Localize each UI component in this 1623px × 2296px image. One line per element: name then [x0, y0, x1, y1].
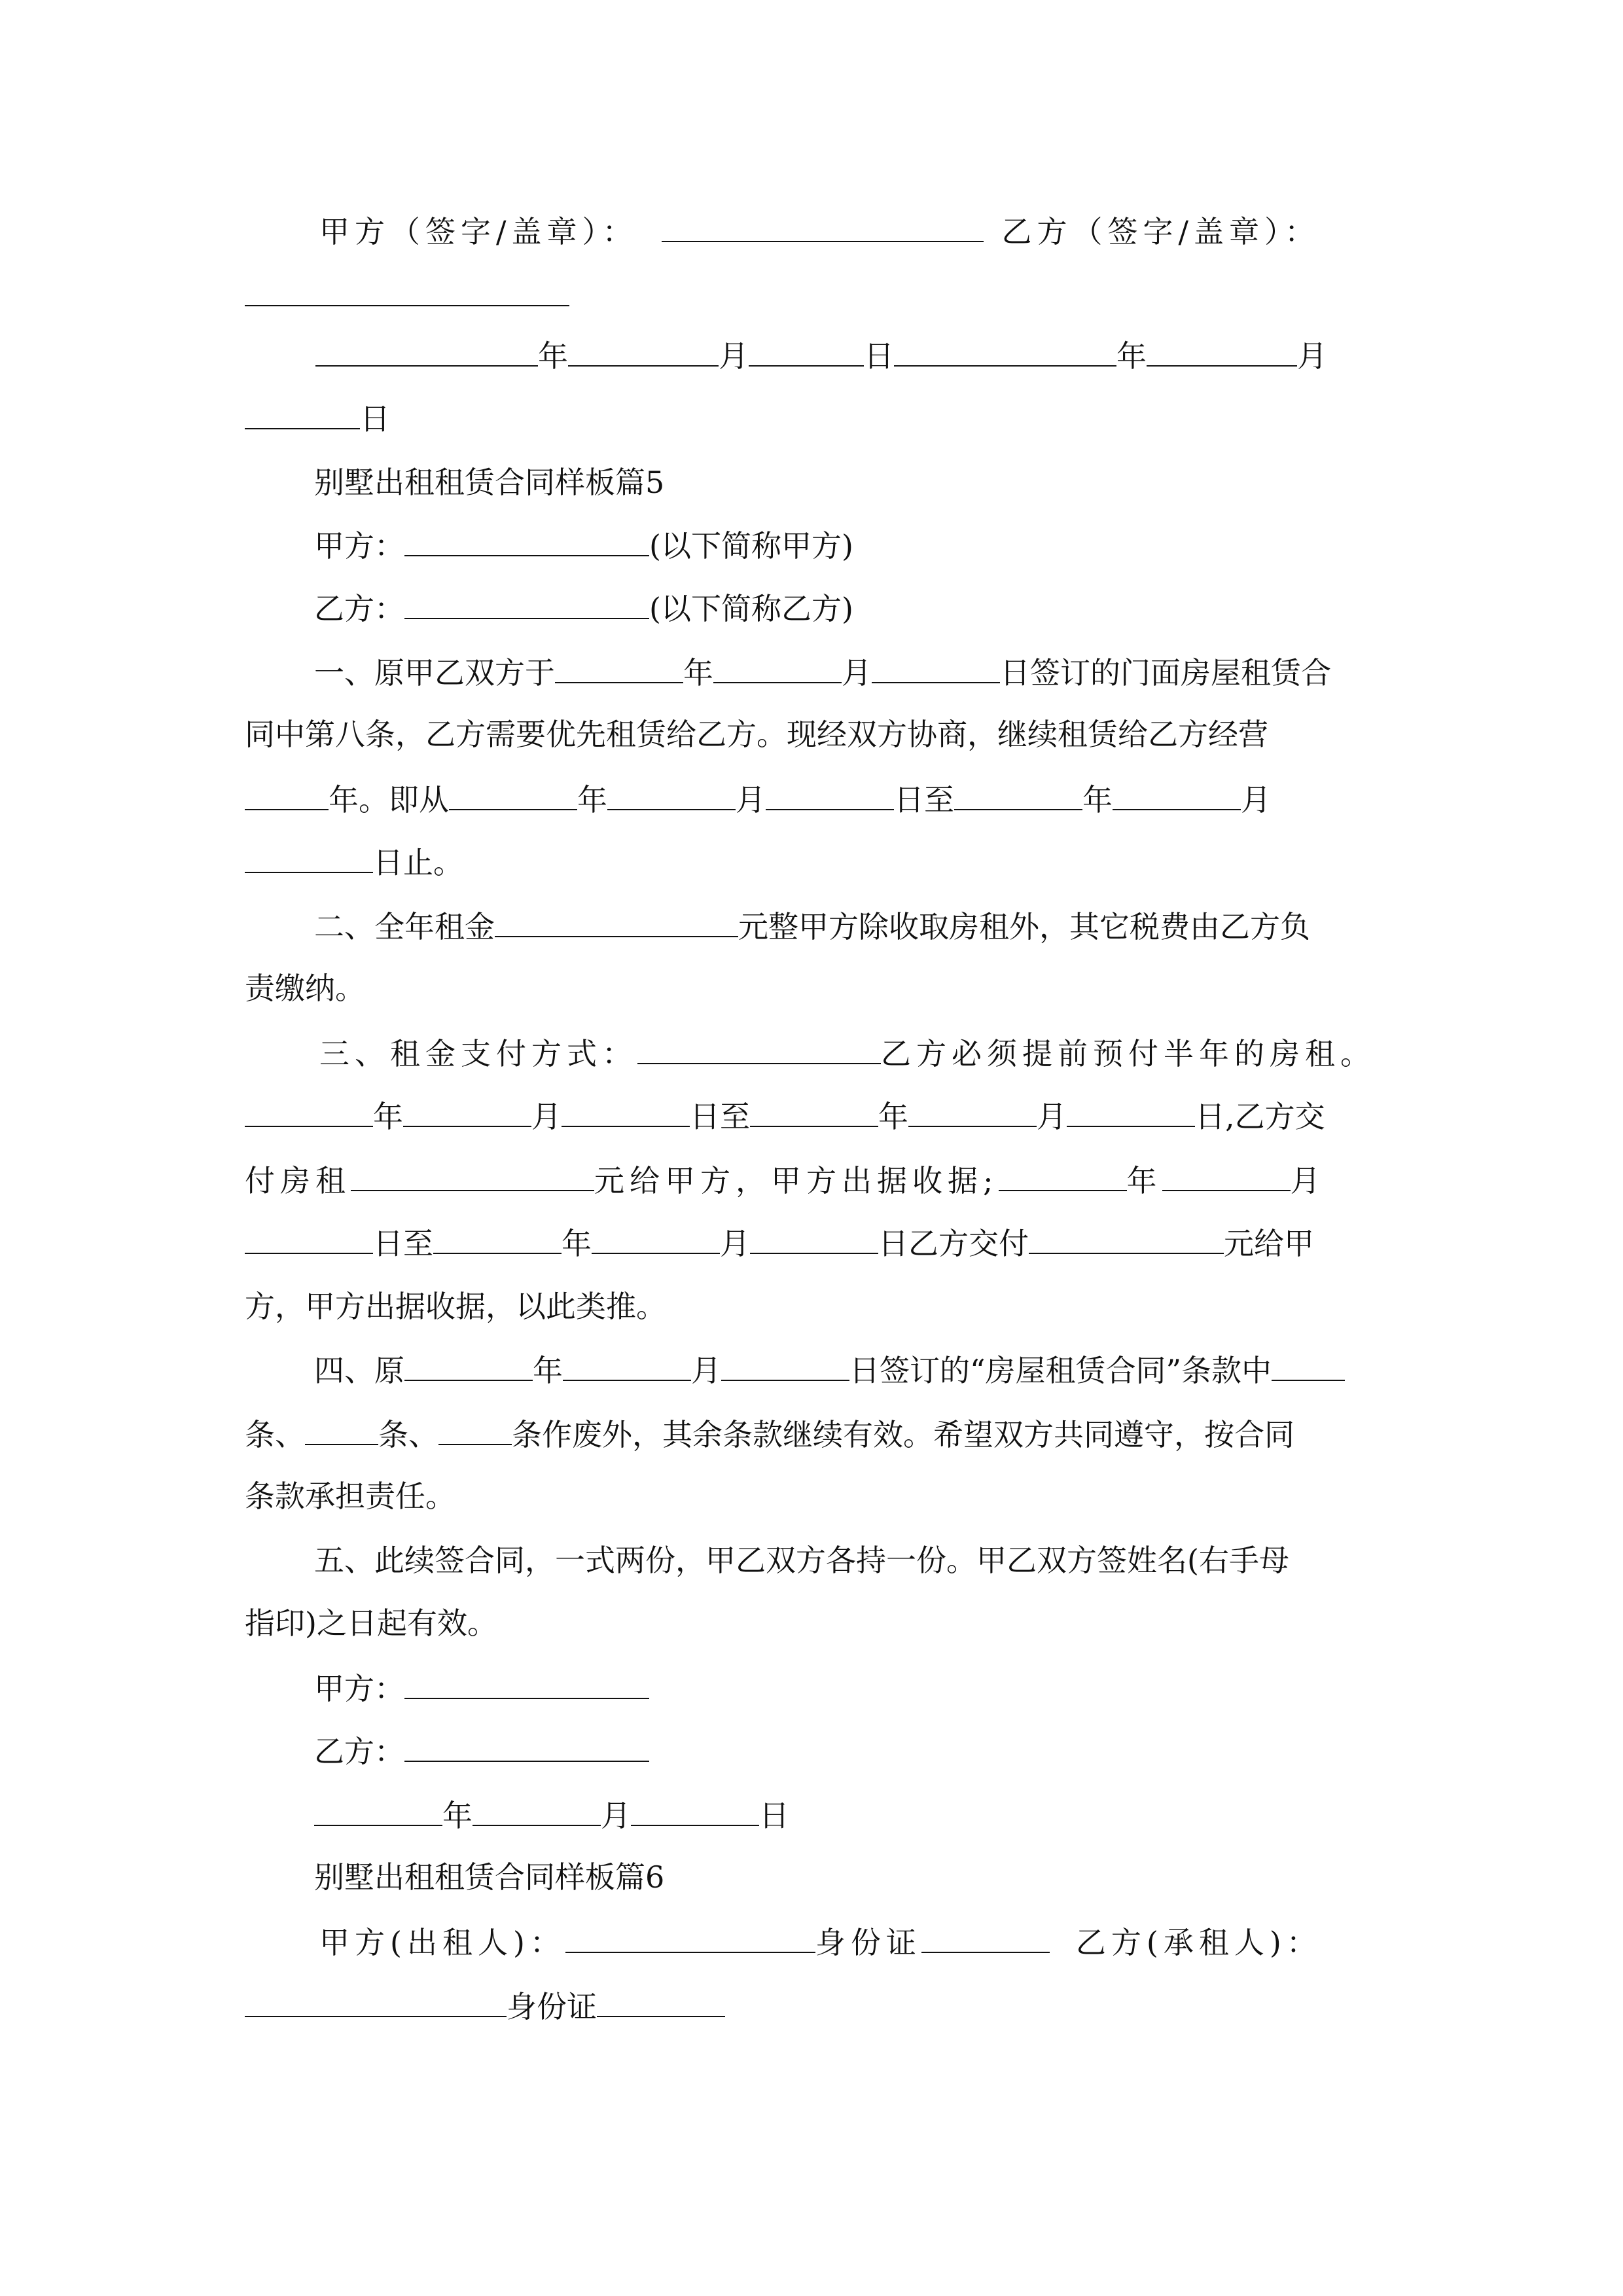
c1-text-d: 日至	[894, 782, 954, 817]
s5-date-year-blank[interactable]	[314, 1795, 442, 1826]
s5-party-a-suffix: (以下简称甲方)	[649, 528, 853, 564]
c2-line1	[314, 906, 1310, 945]
c4-year: 年	[533, 1353, 563, 1388]
c4-line3: 条款承担责任。	[245, 1479, 455, 1514]
s5-sign-a-blank[interactable]	[404, 1668, 649, 1699]
s6-lessor-blank[interactable]	[565, 1922, 815, 1953]
party-a-sign-blank[interactable]	[662, 211, 984, 242]
c3-blank-y4[interactable]	[433, 1223, 562, 1254]
date-b-year: 年	[1116, 338, 1147, 374]
date-a-day-blank[interactable]	[749, 335, 864, 367]
c4-month: 月	[691, 1353, 721, 1388]
s6-lessor-id-blank[interactable]	[921, 1922, 1050, 1953]
c1-text-a: 一、原甲乙双方于	[314, 655, 555, 691]
c3-day-pay-1: 日,乙方交	[1195, 1099, 1325, 1134]
c4-blank-year[interactable]	[404, 1350, 533, 1381]
date-a-year: 年	[538, 338, 568, 374]
date-b-month: 月	[1297, 338, 1327, 374]
c4-blank-clause-2[interactable]	[305, 1414, 378, 1445]
c3-blank-m2[interactable]	[908, 1096, 1037, 1127]
c3-line5: 方，甲方出据收据，以此类推。	[245, 1289, 666, 1324]
party-b-sign-label: 乙方（签字/盖章）：	[1001, 214, 1320, 249]
c4-line2	[245, 1414, 1294, 1453]
c1-text-c: 年。即从	[329, 782, 449, 817]
c1-line1	[314, 652, 1331, 691]
c4-blank-clause-1[interactable]	[1272, 1350, 1345, 1381]
c3-yuan-give: 元给甲	[1224, 1226, 1314, 1261]
c1-line4	[245, 842, 463, 881]
s6-lessee-blank[interactable]	[245, 1986, 507, 2017]
c3-day-pay-2: 日乙方交付	[878, 1226, 1029, 1261]
s5-sign-b-blank[interactable]	[404, 1731, 649, 1762]
c3-text-a: 三、租金支付方式：	[319, 1036, 637, 1071]
s5-date-month-blank[interactable]	[473, 1795, 601, 1826]
c3-blank-m3[interactable]	[1162, 1160, 1291, 1191]
c3-line2	[245, 1096, 1325, 1135]
c3-blank-d1[interactable]	[562, 1096, 690, 1127]
c3-month-4: 月	[720, 1226, 750, 1261]
c1-blank-month[interactable]	[713, 652, 842, 683]
c3-blank-y2[interactable]	[750, 1096, 878, 1127]
c3-year-2: 年	[878, 1099, 908, 1134]
s6-lessee-id-blank[interactable]	[597, 1986, 725, 2017]
sig-date-line	[315, 335, 1327, 374]
s5-sign-b-line	[314, 1731, 649, 1770]
date-b-month-blank[interactable]	[1147, 335, 1297, 367]
c1-line3	[245, 779, 1271, 818]
c3-month-2: 月	[1037, 1099, 1067, 1134]
date-b-day: 日	[360, 401, 390, 437]
c3-blank-m4[interactable]	[592, 1223, 720, 1254]
s5-date-day-blank[interactable]	[631, 1795, 759, 1826]
c1-to-year: 年	[1082, 782, 1113, 817]
c4-text-c: 条作废外，其余条款继续有效。希望双方共同遵守，按合同	[512, 1417, 1294, 1452]
c4-tiao-1: 条、	[245, 1417, 305, 1452]
c1-blank-to-day[interactable]	[245, 842, 373, 873]
c3-text-b: 乙方必须提前预付半年的房租。	[881, 1036, 1376, 1071]
c3-blank-method[interactable]	[637, 1033, 881, 1064]
c1-blank-year[interactable]	[555, 652, 683, 683]
c3-blank-amount-2[interactable]	[1029, 1223, 1224, 1254]
c1-line2: 同中第八条，乙方需要优先租赁给乙方。现经双方协商，继续租赁给乙方经营	[245, 717, 1268, 752]
c3-month-1: 月	[531, 1099, 562, 1134]
sig-party-line	[319, 211, 1320, 250]
c1-year: 年	[683, 655, 713, 691]
c5-line2: 指印)之日起有效。	[245, 1605, 497, 1641]
c3-day-to-1: 日至	[690, 1099, 750, 1134]
c2-text-b: 元整甲方除收取房租外，其它税费由乙方负	[738, 909, 1310, 944]
c1-from-year: 年	[577, 782, 607, 817]
s5-party-b-line	[314, 588, 853, 627]
c4-blank-day[interactable]	[721, 1350, 849, 1381]
c2-blank-rent[interactable]	[495, 906, 738, 937]
c3-text-line3a: 付房租	[245, 1163, 351, 1198]
c3-blank-y3[interactable]	[999, 1160, 1127, 1191]
c3-year-1: 年	[373, 1099, 403, 1134]
s5-party-a-line	[314, 525, 853, 564]
date-a-month: 月	[719, 338, 749, 374]
s5-party-a-blank[interactable]	[404, 525, 649, 556]
c3-year-3: 年	[1126, 1163, 1162, 1198]
s5-date-line	[314, 1795, 789, 1834]
s5-party-b-suffix: (以下简称乙方)	[649, 591, 853, 626]
s5-sign-b-label: 乙方：	[314, 1734, 404, 1769]
c5-line1: 五、此续签合同，一式两份，甲乙双方各持一份。甲乙双方签姓名(右手母	[314, 1543, 1289, 1578]
c3-line3	[245, 1160, 1326, 1199]
c1-month: 月	[842, 655, 872, 691]
party-a-sign-label: 甲方（签字/盖章）：	[319, 214, 638, 249]
c3-year-4: 年	[562, 1226, 592, 1261]
date-a-month-blank[interactable]	[568, 335, 719, 367]
s5-party-a-label: 甲方：	[314, 528, 404, 564]
s5-sign-a-label: 甲方：	[314, 1671, 404, 1706]
s6-lessor-label: 甲方(出租人)：	[319, 1925, 565, 1960]
s6-line2	[245, 1986, 725, 2025]
date-b-day-blank[interactable]	[245, 398, 360, 429]
c3-text-line3b: 元给甲方，甲方出据收据;	[594, 1163, 999, 1198]
c1-to-month: 月	[1241, 782, 1271, 817]
s5-party-b-blank[interactable]	[404, 588, 649, 619]
s5-date-month: 月	[601, 1798, 631, 1833]
s5-party-b-label: 乙方：	[314, 591, 404, 626]
s5-sign-a-line	[314, 1668, 649, 1707]
c1-blank-day[interactable]	[872, 652, 1000, 683]
c4-text-a: 四、原	[314, 1353, 404, 1388]
c3-blank-rent-amount[interactable]	[351, 1160, 594, 1191]
c3-blank-d2[interactable]	[1067, 1096, 1195, 1127]
c4-text-b: 日签订的“房屋租赁合同”条款中	[849, 1353, 1272, 1388]
c1-blank-to-year[interactable]	[954, 779, 1082, 810]
c1-blank-from-day[interactable]	[766, 779, 894, 810]
sig-party-b-blank-line	[245, 275, 569, 314]
c1-text-e: 日止。	[373, 845, 463, 880]
c3-blank-y1[interactable]	[245, 1096, 373, 1127]
s5-date-year: 年	[442, 1798, 473, 1833]
c1-blank-from-month[interactable]	[607, 779, 736, 810]
c4-tiao-2: 条、	[378, 1417, 438, 1452]
date-b-year-blank[interactable]	[894, 335, 1116, 367]
c2-line2: 责缴纳。	[245, 971, 365, 1006]
s6-id-card-2-label: 身份证	[507, 1989, 597, 2024]
c3-line4	[245, 1223, 1314, 1262]
date-a-year-blank[interactable]	[315, 335, 538, 367]
s5-date-day: 日	[759, 1798, 789, 1833]
c3-blank-m1[interactable]	[403, 1096, 531, 1127]
c1-blank-to-month[interactable]	[1113, 779, 1241, 810]
c4-blank-clause-3[interactable]	[438, 1414, 512, 1445]
c1-blank-from-year[interactable]	[449, 779, 577, 810]
c3-blank-d3[interactable]	[245, 1223, 373, 1254]
c1-blank-term[interactable]	[245, 779, 329, 810]
c3-blank-d4[interactable]	[750, 1223, 878, 1254]
party-b-sign-blank[interactable]	[245, 275, 569, 306]
s6-parties-line	[319, 1922, 1322, 1961]
c4-line1	[314, 1350, 1345, 1389]
c3-day-to-2: 日至	[373, 1226, 433, 1261]
c2-text-a: 二、全年租金	[314, 909, 495, 944]
sig-date-line-2	[245, 398, 390, 437]
section6-title: 别墅出租租赁合同样板篇6	[314, 1859, 665, 1895]
s6-id-card-label: 身份证	[815, 1925, 921, 1960]
c1-from-month: 月	[736, 782, 766, 817]
c4-blank-month[interactable]	[563, 1350, 691, 1381]
c3-line1	[319, 1033, 1376, 1072]
section5-title: 别墅出租租赁合同样板篇5	[314, 465, 665, 500]
date-a-day: 日	[864, 338, 894, 374]
s6-lessee-label: 乙方(承租人)：	[1075, 1925, 1322, 1960]
c1-text-b: 日签订的门面房屋租赁合	[1000, 655, 1331, 691]
c3-month-3: 月	[1290, 1163, 1326, 1198]
